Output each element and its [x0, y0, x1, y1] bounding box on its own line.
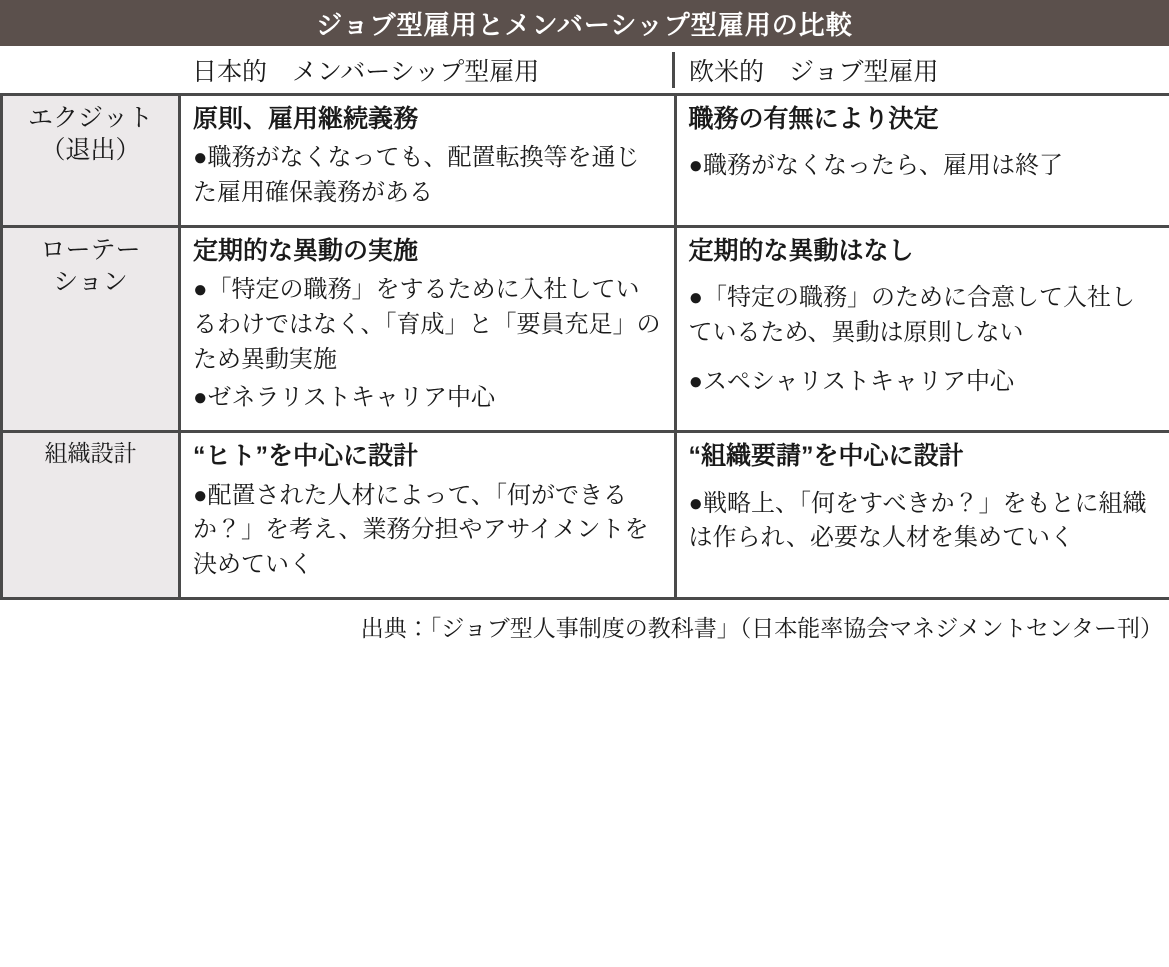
cell-rotation-job	[675, 226, 1169, 431]
row-head-organization-design-label: 組織設計	[44, 440, 137, 467]
cell-rotation-job-body-2: ●スペシャリストキャリア中心	[688, 367, 1015, 395]
cell-orgdesign-membership-body: ●配置された人材によって、「何ができるか？」を考え、業務分担やアサイメントを決めていく	[193, 481, 649, 579]
cell-exit-job-title: 職務の有無により決定	[688, 105, 939, 133]
table-row	[2, 226, 1169, 431]
figure-title: ジョブ型雇用とメンバーシップ型雇用の比較	[316, 9, 853, 40]
table-row	[2, 432, 1169, 599]
source-note: 出典：「ジョブ型人事制度の教科書」（日本能率協会マネジメントセンター刊）	[360, 614, 1163, 641]
cell-orgdesign-job	[675, 432, 1169, 599]
table-row	[2, 95, 1169, 227]
cell-rotation-membership-title: 定期的な異動の実施	[193, 236, 419, 265]
row-head-exit-line2: （退出）	[40, 136, 141, 164]
cell-rotation-job-title: 定期的な異動はなし	[688, 236, 914, 265]
cell-orgdesign-membership-title: “ヒト”を中心に設計	[193, 442, 419, 471]
cell-exit-job-body: ●職務がなくなったら、雇用は終了	[688, 152, 1063, 180]
cell-orgdesign-job-title: “組織要請”を中心に設計	[688, 442, 964, 471]
row-head-rotation-line1: ローテー	[40, 235, 141, 264]
cell-rotation-membership	[180, 226, 676, 431]
row-head-exit	[2, 95, 180, 227]
row-head-rotation-line2: ション	[53, 267, 128, 296]
cell-rotation-membership-body-1: ●「特定の職務」をするために入社しているわけではなく、「育成」と「要員充足」のため異動実施	[193, 276, 661, 373]
cell-rotation-membership-body-2: ●ゼネラリストキャリア中心	[193, 384, 496, 412]
row-head-rotation	[2, 226, 180, 431]
cell-exit-membership-title: 原則、雇用継続義務	[193, 105, 419, 133]
comparison-table	[0, 93, 1169, 600]
cell-exit-membership-body: ●職務がなくなっても、配置転換等を通じた雇用確保義務がある	[193, 144, 640, 207]
cell-exit-membership	[180, 95, 676, 227]
column-header-row	[0, 46, 1169, 93]
row-head-organization-design	[2, 432, 180, 599]
cell-exit-job	[675, 95, 1169, 227]
column-header-job: 欧米的 ジョブ型雇用	[672, 52, 1169, 88]
cell-rotation-job-body-1: ●「特定の職務」のために合意して入社しているため、異動は原則しない	[688, 284, 1135, 346]
column-header-membership: 日本的 メンバーシップ型雇用	[192, 57, 540, 86]
cell-orgdesign-job-body: ●戦略上、「何をすべきか？」をもとに組織は作られ、必要な人材を集めていく	[688, 489, 1147, 552]
row-head-exit-line1: エクジット	[27, 104, 153, 132]
figure-title-bar	[0, 0, 1169, 46]
cell-orgdesign-membership	[180, 432, 676, 599]
